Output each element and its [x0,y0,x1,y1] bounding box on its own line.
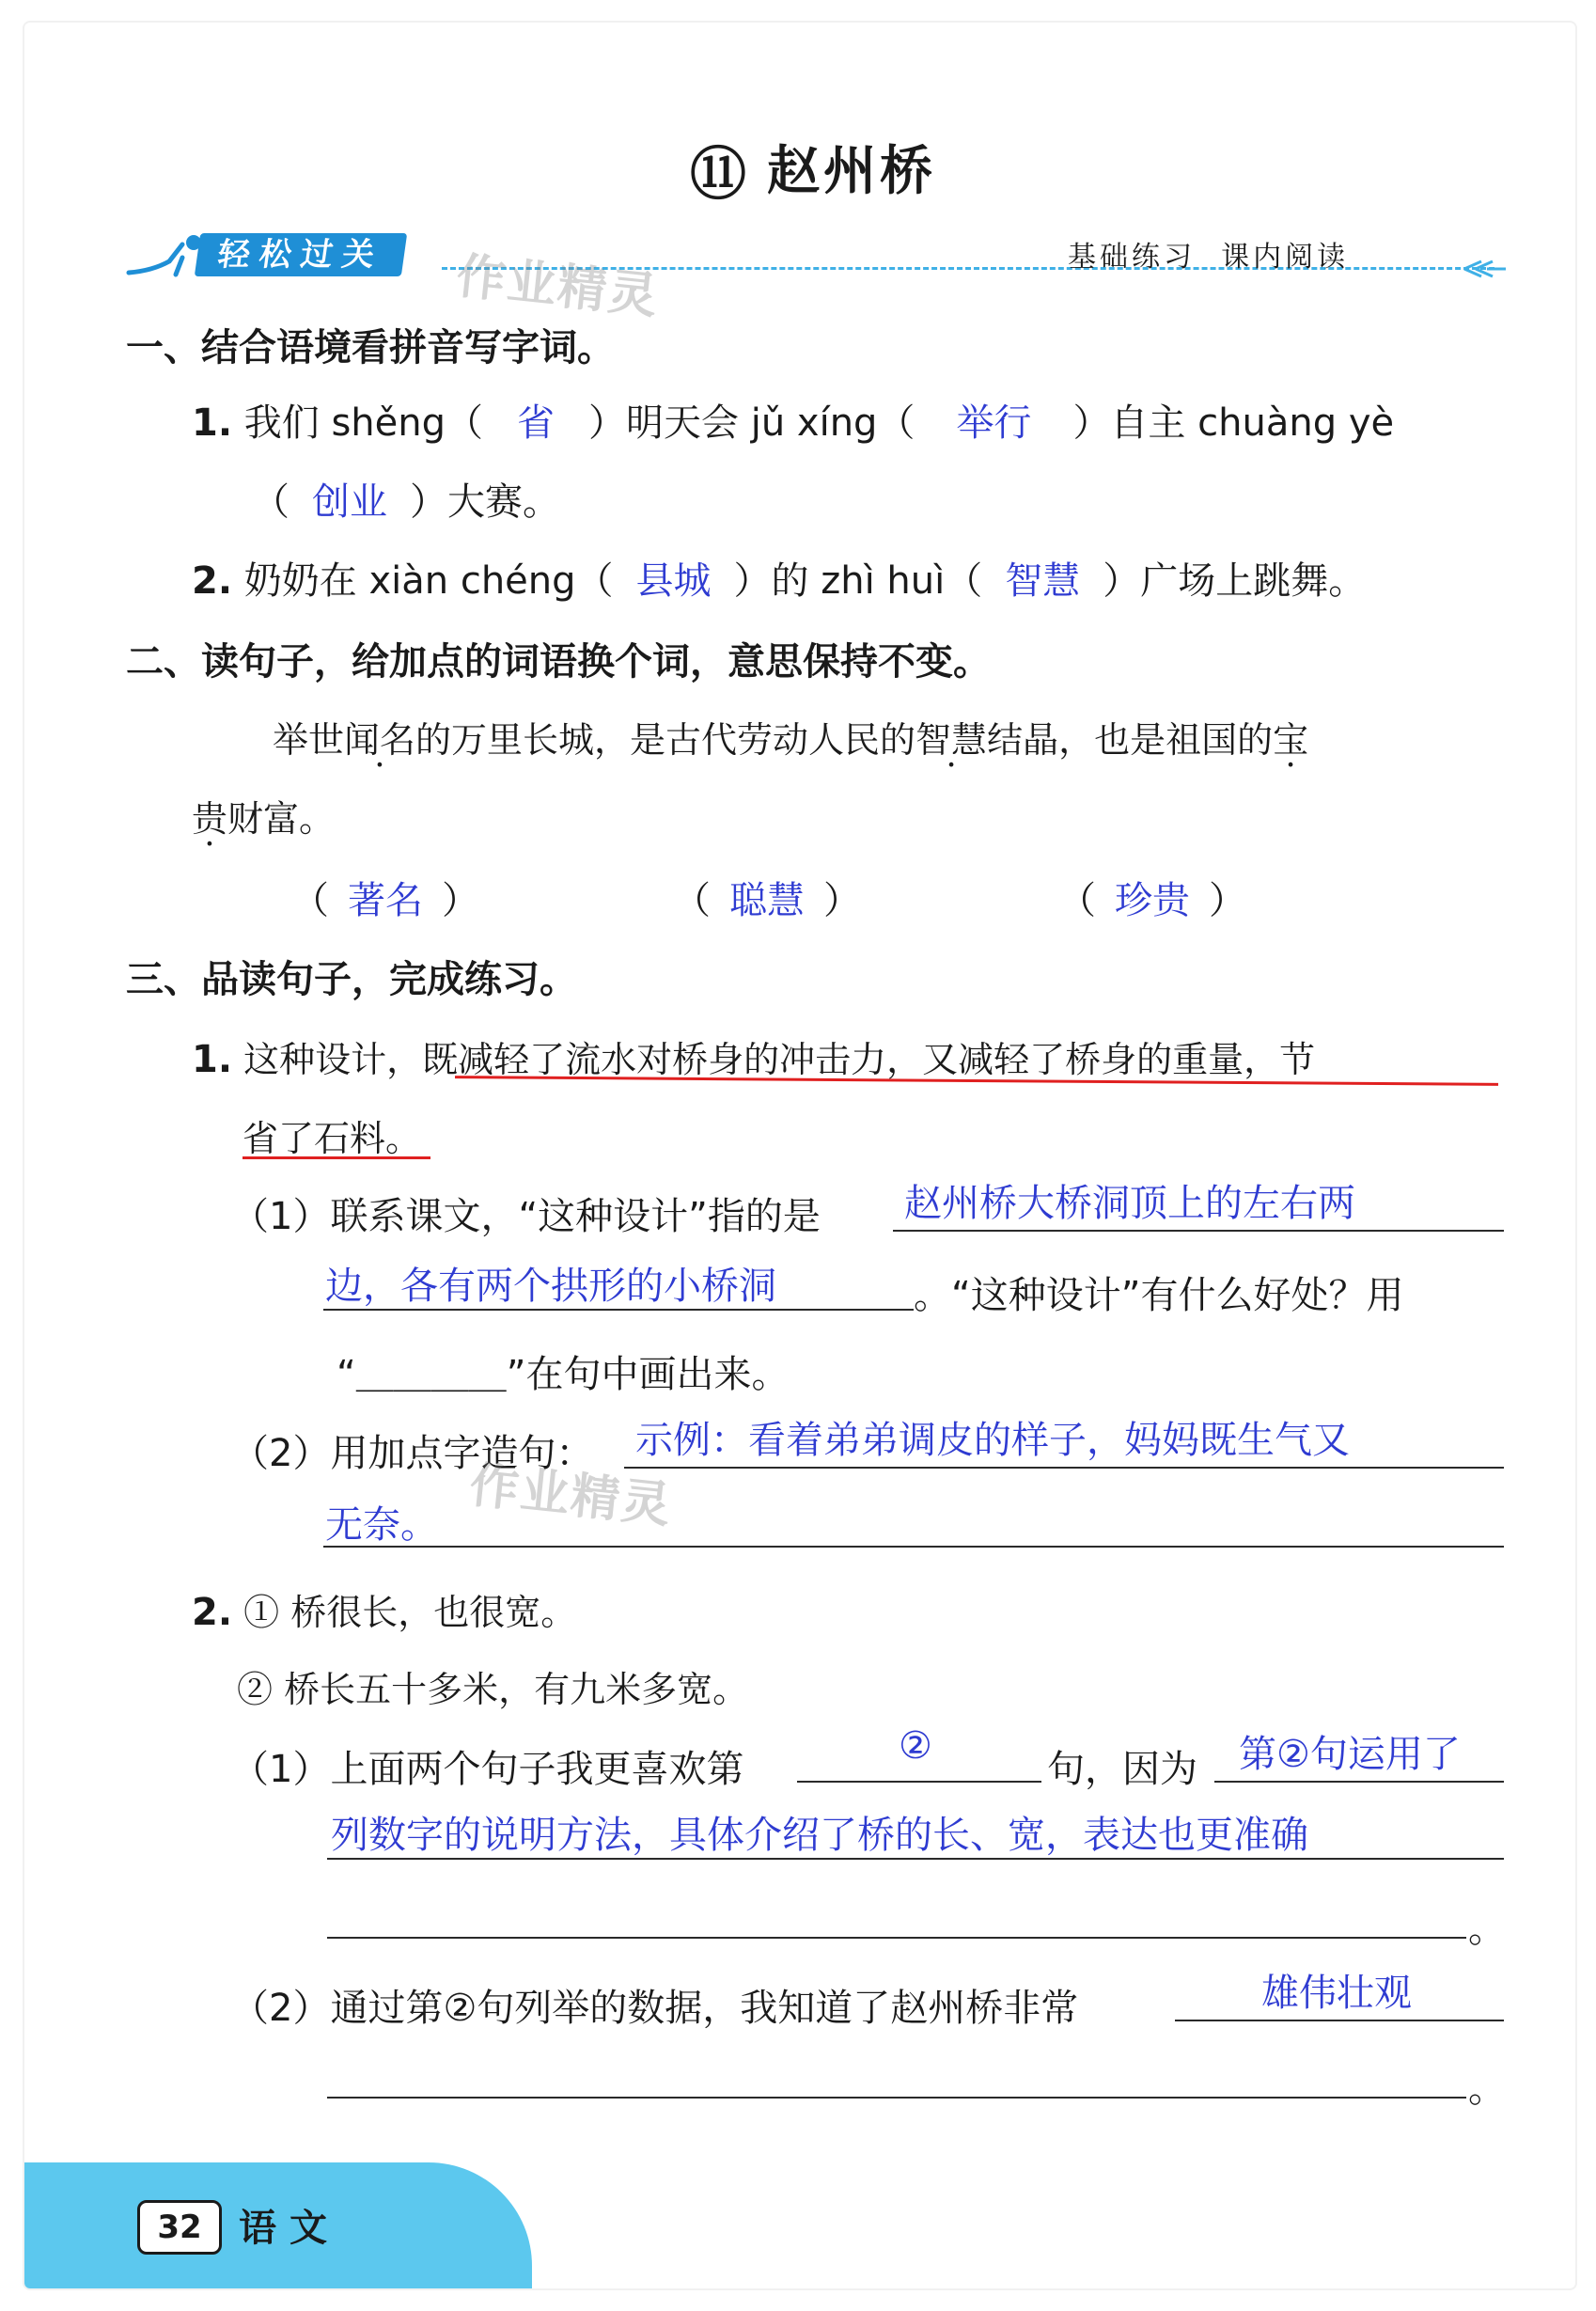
s3-q2-number: 2. [192,1591,233,1634]
s3-q2-sub1-answer-2b: 列数字的说明方法，具体介绍了桥的长、宽，表达也更准确 [331,1814,1308,1857]
section-badge [105,233,453,280]
section2-answer-3: （ 珍贵 ） [1058,879,1246,922]
arrow-tail-icon [1463,259,1510,278]
section2-answer-1: （ 著名 ） [291,879,479,922]
s3-q1-line2 [243,1109,421,1161]
answer-text: 珍贵 [1115,879,1190,922]
s3-q1-text: 这种设计， [243,1039,423,1080]
q1-answer-1: 省 [517,401,555,445]
sentence-text: 财富。 [227,798,336,840]
s3-q1-line1 [192,1030,1315,1082]
s3-q1-sub2-answer-1: 示例：看着弟弟调皮的样子，妈妈既生气又 [635,1419,1350,1462]
q1-text-4: （ [252,480,289,524]
section2-heading: 二、读句子，给加点的词语换个词，意思保持不变。 [126,640,991,684]
sentence-text: 举世 [273,719,345,761]
s3-q2-sub2-end: 。 [1468,2067,1506,2111]
answer-line [323,1546,1504,1548]
q1-text-5: ）大赛。 [410,480,560,524]
subject-label: 语文 [239,2207,340,2250]
q1-answer-3: 创业 [312,480,387,524]
watermark: 作业精灵 [453,247,662,326]
section2-sentence-line1 [273,711,1308,762]
s3-q1-sub1-answer-2: 边，各有两个拱形的小桥洞 [325,1265,776,1308]
q2-number: 2. [192,559,233,603]
answer-line [624,1467,1504,1469]
s3-q2-sub1-end: 。 [1468,1908,1506,1951]
section1-q1-line2 [252,472,560,526]
q2-text-2: ）的 zhì huì（ [733,559,983,603]
sentence-text: 结晶，也是祖国的 [987,719,1274,761]
q1-answer-2: 举行 [956,401,1032,445]
s3-q1-underlined-text: 既减轻了流水对桥身的冲击力，又减轻了桥身的重量，节 [422,1039,1316,1080]
dotted-word-1: 闻名 [344,719,416,761]
s3-q2-sub2-answer: 雄伟壮观 [1261,1972,1412,2015]
badge-tags: 基础练习 课内阅读 [1068,241,1350,274]
answer-line [893,1230,1504,1232]
answer-line [1214,1781,1504,1783]
section1-heading: 一、结合语境看拼音写字词。 [126,326,615,369]
s3-q1-underlined-text-2: 省了石料 [243,1118,386,1159]
section2-sentence-line2 [192,790,335,841]
dotted-char-3b: 贵 [192,798,228,840]
s3-q1-sub1-cont: 。“这种设计”有什么好处？用 [914,1274,1404,1317]
s3-q1-sub1-answer-1: 赵州桥大桥洞顶上的左右两 [904,1182,1355,1225]
answer-text: 聪慧 [729,879,805,922]
sentence-text: 的万里长城，是古代劳动人民的 [415,719,916,761]
s3-q1-sub2-label: （2）用加点字造句： [231,1432,594,1475]
q2-text-3: ）广场上跳舞。 [1103,559,1367,603]
section2-answer-2: （ 聪慧 ） [673,879,861,922]
section1-q1-line1 [192,393,1394,447]
s3-q1-sub1-cont2: “＿＿＿＿”在句中画出来。 [336,1353,790,1396]
lesson-title-text: 赵州桥 [767,141,936,202]
answer-text: 著名 [348,879,423,922]
answer-line [1175,2020,1504,2021]
s3-q2-sub1-label: （1）上面两个句子我更喜欢第 [231,1748,744,1791]
q2-text-1: 奶奶在 xiàn chéng（ [243,559,614,603]
s3-q2-s1 [192,1583,576,1635]
s3-q2-sub1-answer-2a: 第②句运用了 [1239,1733,1461,1776]
q2-answer-2: 智慧 [1005,559,1081,603]
q2-answer-1: 县城 [635,559,712,603]
s3-q1-number: 1. [192,1038,233,1081]
page-number: 32 [137,2200,222,2255]
badge-label: 轻松过关 [195,233,407,276]
s3-q1-period: 。 [385,1118,422,1159]
answer-line [327,2097,1466,2099]
s3-q2-sub1-answer-1: ② [899,1724,932,1768]
q1-text-3: ）自主 chuàng yè [1072,401,1395,445]
s3-q2-s2: ② 桥长五十多米，有九米多宽。 [237,1669,749,1710]
section3-heading: 三、品读句子，完成练习。 [126,958,577,1001]
watermark-2: 作业精灵 [466,1456,675,1535]
lesson-number: ⑪ [690,141,750,208]
answer-line [323,1309,914,1311]
s3-q1-sub1-label: （1）联系课文，“这种设计”指的是 [231,1195,821,1238]
dotted-char-3a: 宝 [1273,719,1309,761]
red-underline-2 [243,1156,430,1159]
lesson-title [690,130,936,208]
s3-q2-sub1-mid: 句，因为 [1047,1748,1197,1791]
answer-line [327,1937,1466,1939]
q1-text-1: 我们 shěng（ [243,401,484,445]
q1-text-2: ）明天会 jǔ xíng（ [588,401,915,445]
section1-q2-line [192,551,1366,605]
dotted-word-2: 智慧 [915,719,988,761]
answer-line [327,1858,1504,1860]
s3-q2-sub2-label: （2）通过第②句列举的数据，我知道了赵州桥非常 [231,1987,1079,2030]
q1-number: 1. [192,401,233,445]
s3-q2-sentence-1: ① 桥很长，也很宽。 [243,1592,577,1633]
answer-line [797,1781,1041,1783]
s3-q1-sub2-answer-2: 无奈。 [325,1503,438,1547]
